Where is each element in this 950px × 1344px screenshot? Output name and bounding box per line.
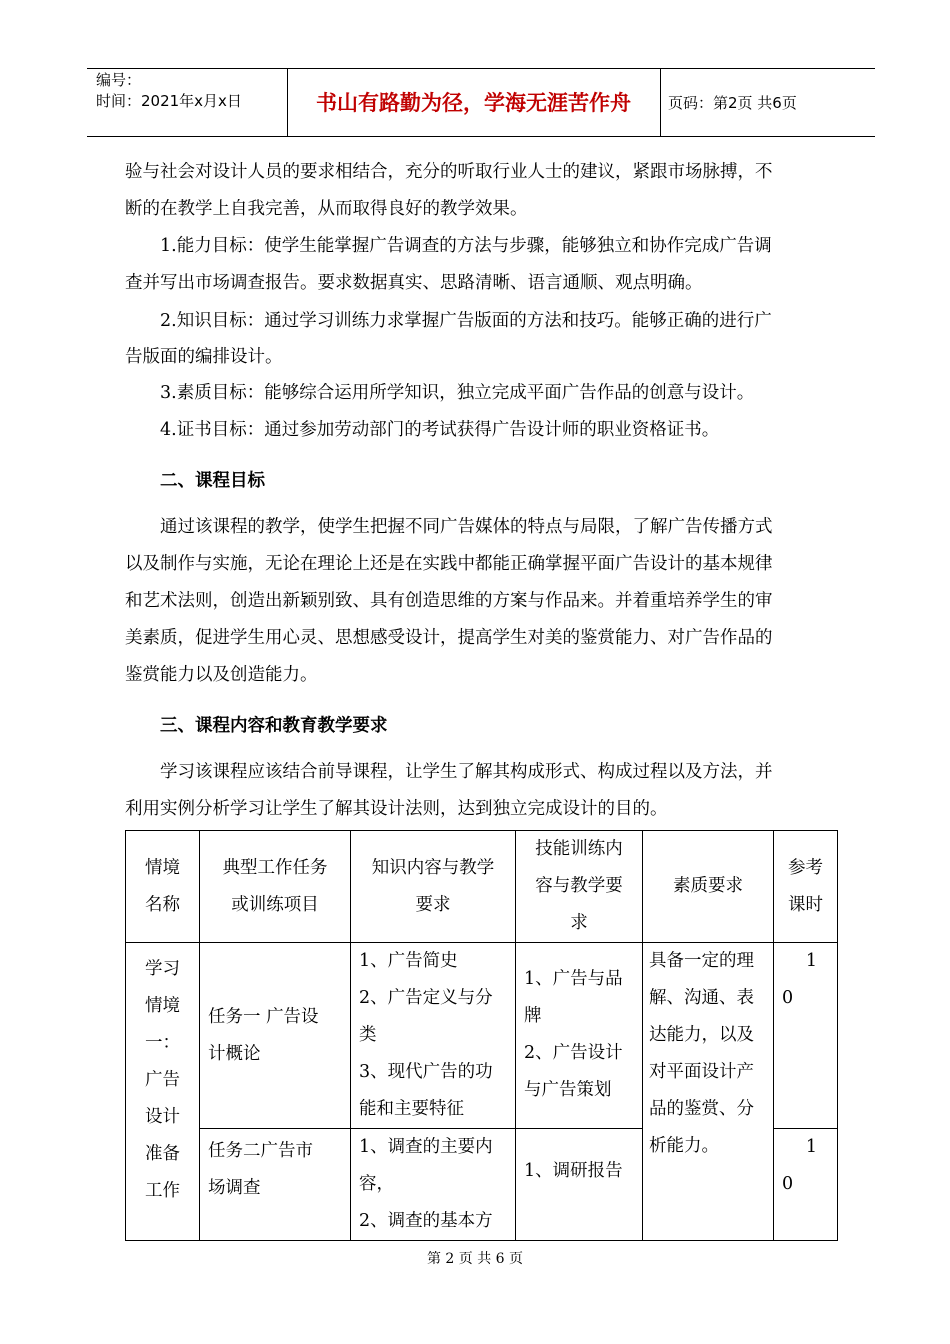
goal-knowledge-cont: 告版面的编排设计。 (125, 347, 283, 367)
scenario-name-cell: 学习 情境 一： 广告 设计 准备 工作 (126, 943, 200, 1241)
header-skill: 技能训练内 容与教学要 求 (516, 831, 643, 943)
body-line: 鉴赏能力以及创造能力。 (125, 665, 318, 685)
skill-cell: 1、广告与品 牌 2、广告设计 与广告策划 (516, 943, 643, 1129)
section-heading: 二、课程目标 (160, 471, 265, 491)
goal-ability-cont: 查并写出市场调查报告。要求数据真实、思路清晰、语言通顺、观点明确。 (125, 273, 703, 293)
goal-quality: 3.素质目标：能够综合运用所学知识，独立完成平面广告作品的创意与设计。 (160, 383, 755, 403)
document-number: 编号： (96, 71, 142, 89)
page-footer: 第 2 页 共 6 页 (426, 1251, 524, 1267)
goal-certificate: 4.证书目标：通过参加劳动部门的考试获得广告设计师的职业资格证书。 (160, 420, 720, 440)
course-content-table (125, 830, 838, 1241)
body-line: 和艺术法则，创造出新颖别致、具有创造思维的方案与作品来。并着重培养学生的审 (125, 591, 773, 611)
body-line: 断的在教学上自我完善，从而取得良好的教学效果。 (125, 199, 528, 219)
body-line: 美素质，促进学生用心灵、思想感受设计，提高学生对美的鉴赏能力、对广告作品的 (125, 628, 773, 648)
table-header-row (126, 831, 838, 943)
header-page-number: 页码：第2页 共6页 (668, 93, 797, 112)
body-line: 验与社会对设计人员的要求相结合，充分的听取行业人士的建议，紧跟市场脉搏，不 (125, 162, 773, 182)
hours-cell: 1 0 (774, 943, 838, 1129)
goal-knowledge: 2.知识目标：通过学习训练力求掌握广告版面的方法和技巧。能够正确的进行广 (160, 311, 772, 331)
table-row (126, 943, 838, 1129)
header-hours: 参考 课时 (774, 831, 838, 943)
header-motto: 书山有路勤为径，学海无涯苦作舟 (316, 91, 631, 115)
header-bottom-rule (87, 136, 875, 137)
hours-cell: 1 0 (774, 1129, 838, 1241)
knowledge-cell: 1、调查的主要内 容， 2、调查的基本方 (351, 1129, 516, 1241)
body-line: 利用实例分析学习让学生了解其设计法则，达到独立完成设计的目的。 (125, 799, 668, 819)
header-knowledge: 知识内容与教学 要求 (351, 831, 516, 943)
body-line: 以及制作与实施，无论在理论上还是在实践中都能正确掌握平面广告设计的基本规律 (125, 554, 773, 574)
header-divider (660, 68, 661, 136)
section-heading: 三、课程内容和教育教学要求 (160, 716, 388, 736)
header-task: 典型工作任务 或训练项目 (200, 831, 351, 943)
quality-cell: 具备一定的理 解、沟通、表 达能力，以及 对平面设计产 品的鉴赏、分 析能力。 (643, 943, 774, 1241)
knowledge-cell: 1、广告简史 2、广告定义与分 类 3、现代广告的功 能和主要特征 (351, 943, 516, 1129)
header-meta (96, 70, 242, 112)
goal-ability: 1.能力目标：使学生能掌握广告调查的方法与步骤，能够独立和协作完成广告调 (160, 236, 772, 256)
body-line: 通过该课程的教学，使学生把握不同广告媒体的特点与局限，了解广告传播方式 (160, 517, 773, 537)
task-cell: 任务二广告市 场调查 (200, 1129, 351, 1241)
body-line: 学习该课程应该结合前导课程，让学生了解其构成形式、构成过程以及方法，并 (160, 762, 773, 782)
skill-cell: 1、调研报告 (516, 1129, 643, 1241)
document-time: 时间：2021年x月x日 (96, 92, 242, 110)
header-quality: 素质要求 (643, 831, 774, 943)
task-cell: 任务一 广告设 计概论 (200, 943, 351, 1129)
header-scenario: 情境 名称 (126, 831, 200, 943)
